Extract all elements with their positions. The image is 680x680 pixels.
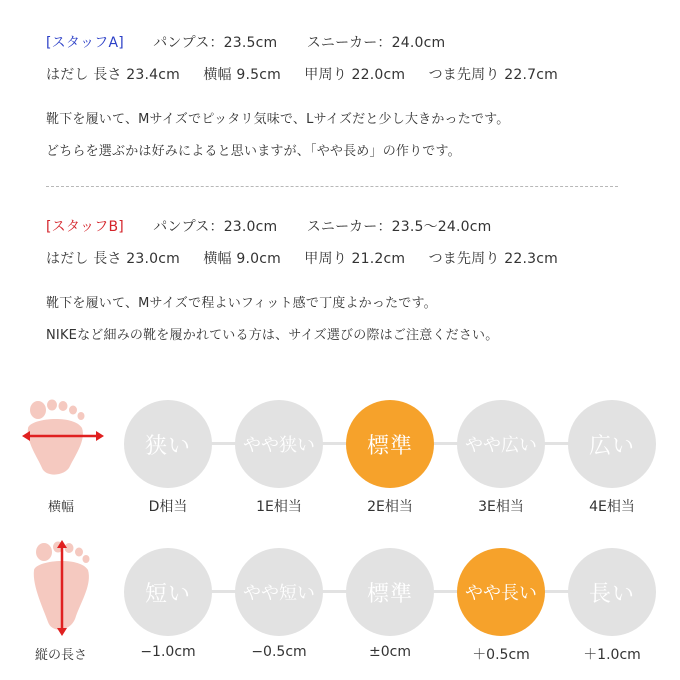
staff-b-note-2: NIKEなど細みの靴を履かれている方は、サイズ選びの際はご注意ください。 xyxy=(46,328,499,343)
width-level-narrow: 狭い xyxy=(124,400,212,488)
section-divider xyxy=(46,186,618,187)
length-level-slightly-long-sub: ＋0.5cm xyxy=(472,647,530,663)
length-scale-label: 縦の長さ xyxy=(34,648,87,663)
staff-a-barefoot: はだし 長さ 23.4cm xyxy=(46,67,181,83)
length-level-standard: 標準 xyxy=(346,548,434,636)
length-level-short-sub: −1.0cm xyxy=(140,644,196,660)
length-level-slightly-long: やや長い xyxy=(457,548,545,636)
length-level-slightly-short: やや短い xyxy=(235,548,323,636)
width-level-narrow-sub: D相当 xyxy=(148,499,188,515)
length-level-standard-sub: ±0cm xyxy=(369,644,411,660)
staff-b-sneaker: スニーカー：23.5〜24.0cm xyxy=(306,219,492,235)
staff-a-sneaker: スニーカー：24.0cm xyxy=(306,35,446,51)
width-scale-label: 横幅 xyxy=(47,500,74,515)
foot-length-icon xyxy=(28,538,100,638)
staff-b-toe: つま先周り 22.3cm xyxy=(428,251,558,267)
staff-a-toe: つま先周り 22.7cm xyxy=(428,67,558,83)
width-level-wide: 広い xyxy=(568,400,656,488)
staff-b-pumps: パンプス：23.0cm xyxy=(153,219,278,235)
width-level-slightly-narrow-sub: 1E相当 xyxy=(256,499,302,515)
foot-width-icon xyxy=(20,396,106,480)
staff-a-instep: 甲周り 22.0cm xyxy=(304,67,406,83)
staff-b-width: 横幅 9.0cm xyxy=(203,251,281,267)
length-level-long-sub: ＋1.0cm xyxy=(583,647,641,663)
width-level-slightly-narrow: やや狭い xyxy=(235,400,323,488)
width-level-standard-sub: 2E相当 xyxy=(367,499,413,515)
width-level-slightly-wide: やや広い xyxy=(457,400,545,488)
width-level-standard: 標準 xyxy=(346,400,434,488)
staff-a-spec-line-1 xyxy=(46,32,445,52)
staff-b-note-1: 靴下を履いて、Mサイズで程よいフィット感で丁度よかったです。 xyxy=(46,296,437,311)
length-level-long: 長い xyxy=(568,548,656,636)
length-level-short: 短い xyxy=(124,548,212,636)
staff-a-width: 横幅 9.5cm xyxy=(203,67,281,83)
length-scale xyxy=(0,538,680,668)
width-scale xyxy=(0,390,680,520)
staff-b-spec-line-1 xyxy=(46,216,492,236)
staff-a-pumps: パンプス：23.5cm xyxy=(153,35,278,51)
staff-b-spec-line-2 xyxy=(46,248,558,268)
staff-a-note-2: どちらを選ぶかは好みによると思いますが、「やや長め」の作りです。 xyxy=(46,144,461,159)
staff-a-tag: [スタッフA] xyxy=(46,35,124,51)
staff-b-tag: [スタッフB] xyxy=(46,219,124,235)
width-level-wide-sub: 4E相当 xyxy=(589,499,635,515)
length-level-slightly-short-sub: −0.5cm xyxy=(251,644,307,660)
staff-b-barefoot: はだし 長さ 23.0cm xyxy=(46,251,181,267)
staff-a-spec-line-2 xyxy=(46,64,558,84)
staff-b-instep: 甲周り 21.2cm xyxy=(304,251,406,267)
width-level-slightly-wide-sub: 3E相当 xyxy=(478,499,524,515)
staff-a-note-1: 靴下を履いて、Mサイズでピッタリ気味で、Lサイズだと少し大きかったです。 xyxy=(46,112,510,127)
